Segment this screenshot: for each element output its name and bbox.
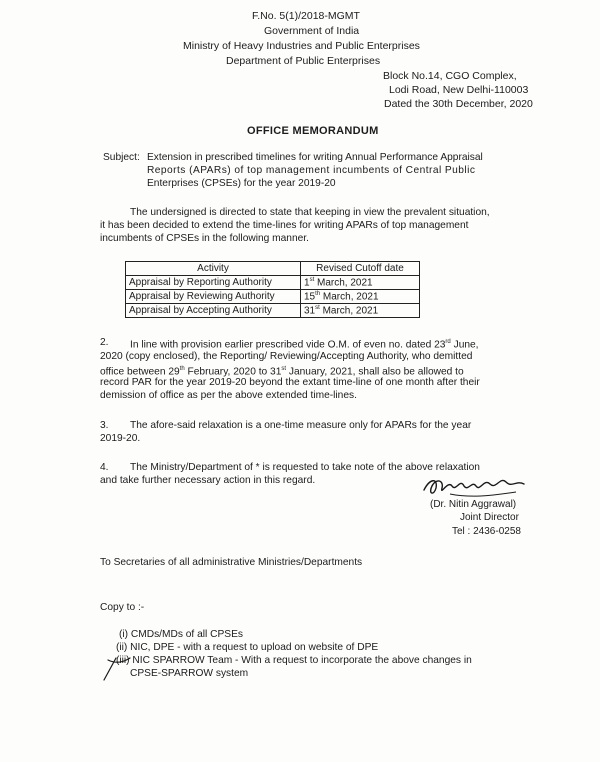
table-row (126, 276, 420, 290)
table-header-cutoff: Revised Cutoff date (301, 262, 420, 276)
file-number: F.No. 5(1)/2018-MGMT (252, 10, 360, 22)
para4-line-1: The Ministry/Department of * is requested to take note of the above relaxation (130, 462, 480, 473)
revised-timeline-table (125, 261, 420, 318)
copy-to-item: CPSE-SPARROW system (130, 668, 249, 679)
copy-to-label: Copy to :- (100, 602, 145, 613)
subject-label: Subject: (103, 152, 140, 163)
government-name: Government of India (264, 25, 360, 37)
para3-number: 3. (100, 420, 109, 431)
signatory-name: (Dr. Nitin Aggrawal) (430, 499, 517, 510)
copy-to-item: (ii) NIC, DPE - with a request to upload on website of DPE (116, 642, 379, 653)
copy-to-item: (iii) NIC SPARROW Team - With a request to incorporate the above changes in (116, 655, 472, 666)
address-line-1: Block No.14, CGO Complex, (383, 70, 517, 82)
ministry-name: Ministry of Heavy Industries and Public Enterprises (183, 40, 420, 52)
address-line-2: Lodi Road, New Delhi-110003 (389, 84, 529, 96)
subject-line-1: Extension in prescribed timelines for writing Annual Performance Appraisal (147, 152, 483, 163)
table-cell-date: 31st March, 2021 (301, 304, 420, 318)
handwritten-mark (102, 654, 132, 684)
para3-line-2: 2019-20. (100, 433, 141, 444)
subject-line-2: Reports (APARs) of top management incumbents of Central Public (147, 165, 476, 176)
para2-line-2: 2020 (copy enclosed), the Reporting/ Reviewing/Accepting Authority, who demitted (100, 351, 473, 362)
department-name: Department of Public Enterprises (226, 55, 381, 67)
table-row (126, 290, 420, 304)
para3-line-1: The afore-said relaxation is a one-time measure only for APARs for the year (130, 420, 472, 431)
para2-line-4: record PAR for the year 2019-20 beyond the extant time-line of one month after their (100, 377, 480, 388)
addressee-line: To Secretaries of all administrative Ministries/Departments (100, 557, 363, 568)
table-cell-date: 15th March, 2021 (301, 290, 420, 304)
para1-line-2: it has been decided to extend the time-lines for writing APARs of top management (100, 220, 469, 231)
para1-line-3: incumbents of CPSEs in the following manner. (100, 233, 309, 244)
table-row (126, 304, 420, 318)
subject-line-3: Enterprises (CPSEs) for the year 2019-20 (147, 178, 336, 189)
para4-number: 4. (100, 462, 109, 473)
signatory-designation: Joint Director (460, 512, 519, 523)
para1-line-1: The undersigned is directed to state that keeping in view the prevalent situation, (130, 207, 490, 218)
table-header-activity: Activity (126, 262, 301, 276)
table-cell-activity: Appraisal by Accepting Authority (126, 304, 301, 318)
table-cell-activity: Appraisal by Reporting Authority (126, 276, 301, 290)
para2-number: 2. (100, 337, 109, 348)
para2-line-3: office between 29th February, 2020 to 31st January, 2021, shall also be allowed to (100, 366, 464, 378)
table-cell-activity: Appraisal by Reviewing Authority (126, 290, 301, 304)
handwritten-signature (420, 472, 530, 502)
table-header-row (126, 262, 420, 276)
para4-line-2: and take further necessary action in this regard. (100, 475, 316, 486)
para2-line-1: In line with provision earlier prescribed vide O.M. of even no. dated 23rd June, (130, 339, 479, 351)
para2-line-5: demission of office as per the above extended time-lines. (100, 390, 357, 401)
table-cell-date: 1st March, 2021 (301, 276, 420, 290)
copy-to-item: (i) CMDs/MDs of all CPSEs (119, 629, 243, 640)
signatory-telephone: Tel : 2436-0258 (452, 526, 521, 537)
memo-date: Dated the 30th December, 2020 (384, 98, 533, 110)
memo-title: OFFICE MEMORANDUM (247, 125, 379, 137)
